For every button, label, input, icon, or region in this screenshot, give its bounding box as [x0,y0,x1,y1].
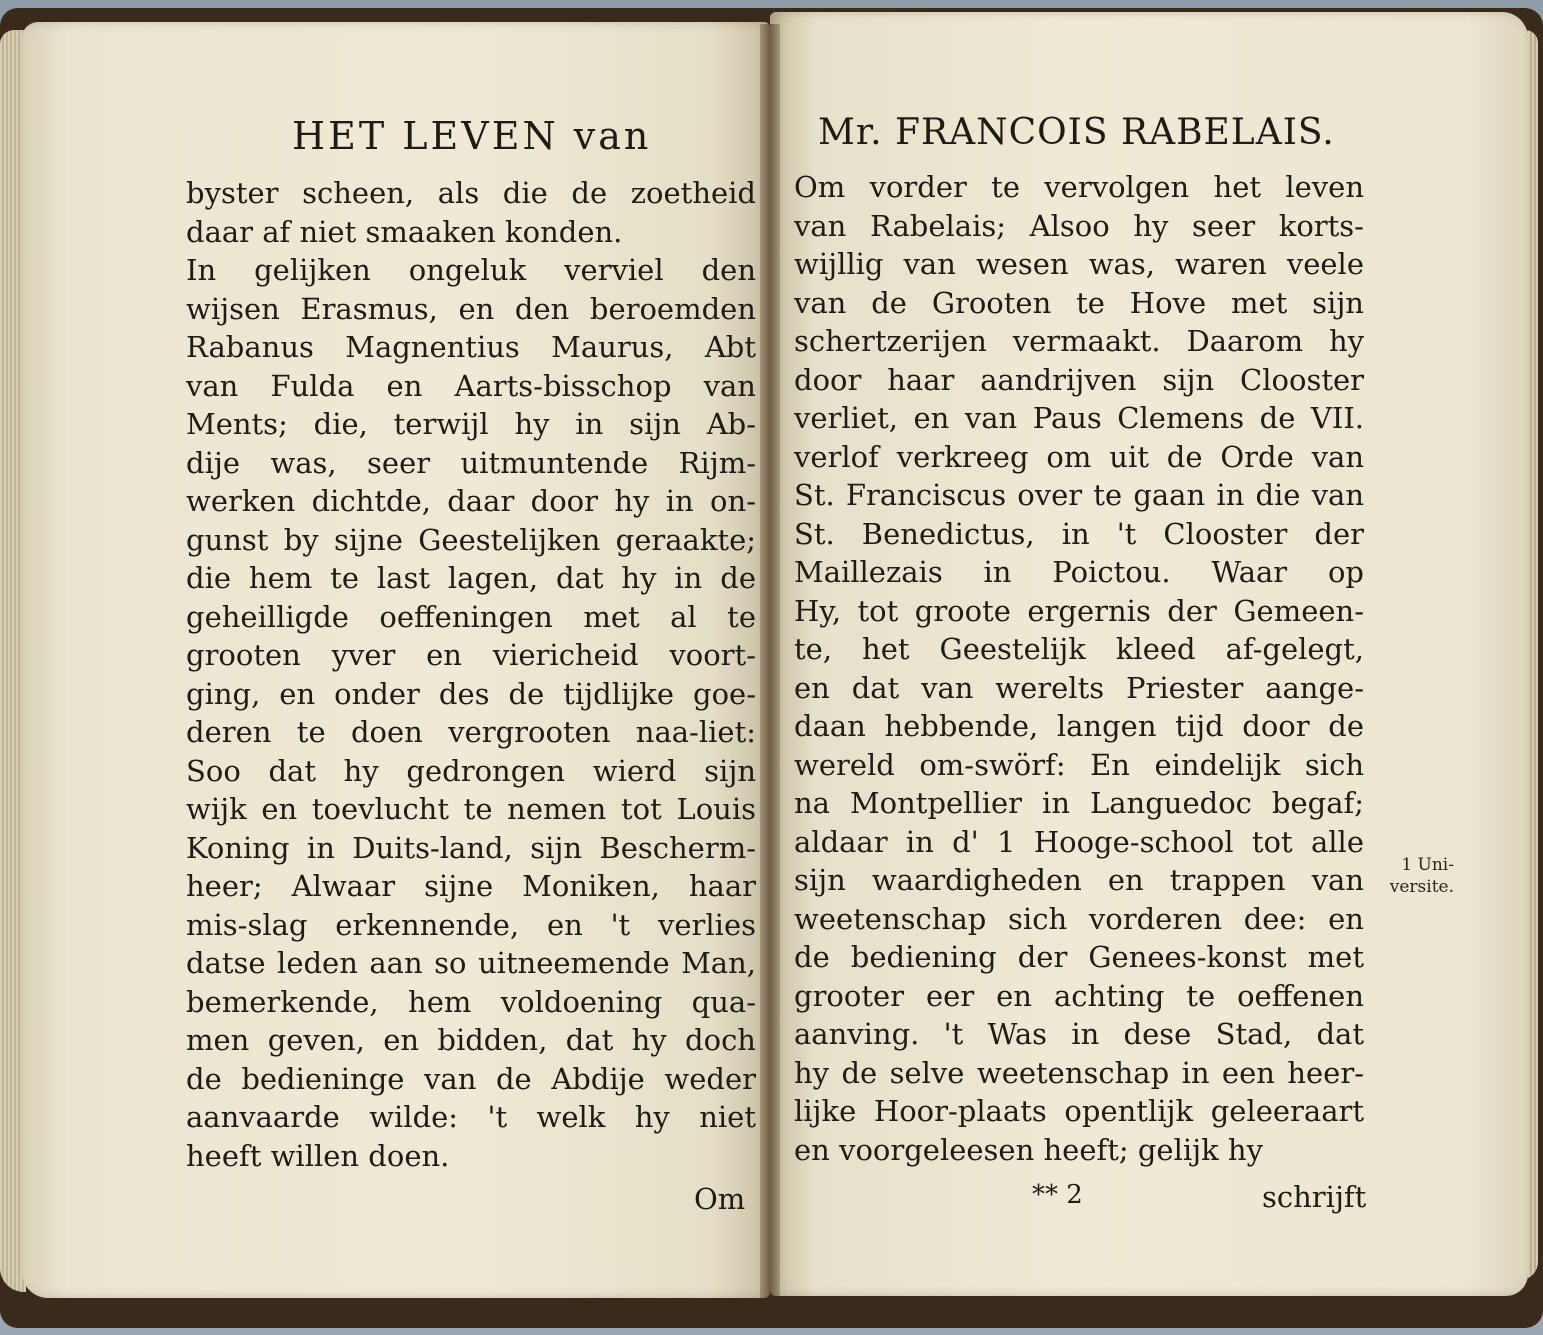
text-line: grooten yver en viericheid voort- [186,638,756,672]
text-line: die hem te last lagen, dat hy in de [186,561,756,595]
text-line: ging, en onder des de tijdlijke goe- [186,676,756,711]
text-line: bemerkende, hem voldoening qua- [186,984,756,1019]
margin-note-line: versite. [1389,877,1454,897]
text-line: Rabanus Magnentius Maurus, Abt [186,330,756,364]
text-line: aldaar in d' 1 Hooge-school tot alle [794,824,1364,859]
text-line: grooter eer en achting te oeffenen [794,978,1364,1013]
text-line: na Montpellier in Languedoc begaf; [794,786,1364,820]
text-line: verliet, en van Paus Clemens de VII. [794,401,1364,435]
text-line: sijn waardigheden en trappen van [794,863,1364,897]
text-line: wijllig van wesen was, waren veele [794,247,1364,281]
text-line: St. Franciscus over te gaan in die van [794,478,1364,512]
right-page [770,12,1528,1296]
text-line: St. Benedictus, in 't Clooster der [794,516,1364,551]
text-line: werken dichtde, daar door hy in on- [186,484,756,518]
text-line: hy de selve weetenschap in een heer- [794,1055,1364,1090]
left-page [22,22,770,1298]
text-line: heeft willen doen. [186,1138,450,1173]
book-gutter [760,24,780,1298]
text-line: Maillezais in Poictou. Waar op [794,555,1364,589]
text-line: schertzerijen vermaakt. Daarom hy [794,324,1364,358]
margin-note [1364,854,1454,898]
text-line: heer; Alwaar sijne Moniken, haar [186,869,756,903]
text-line: byster scheen, als die de zoetheid [186,176,756,210]
right-page-text [794,168,1364,1169]
text-line: te, het Geestelijk kleed af-gelegt, [794,632,1364,666]
text-line: daan hebbende, langen tijd door de [794,709,1364,743]
text-line: Om vorder te vervolgen het leven [794,170,1364,204]
text-line: men geven, en bidden, dat hy doch [186,1023,756,1057]
text-line: Ments; die, terwijl hy in sijn Ab- [186,407,756,441]
text-line: van Rabelais; Alsoo hy seer korts- [794,208,1364,243]
margin-note-line: 1 Uni- [1401,855,1454,875]
text-line: In gelijken ongeluk verviel den [186,253,756,287]
text-line: Koning in Duits-land, sijn Bescherm- [186,830,756,865]
text-line: van Fulda en Aarts-bisschop van [186,368,756,403]
left-page-text [186,174,756,1175]
left-running-head: HET LEVEN van [292,114,652,158]
text-line: verlof verkreeg om uit de Orde van [794,439,1364,474]
text-line: van de Grooten te Hove met sijn [794,285,1364,320]
text-line: weetenschap sich vorderen dee: en [794,901,1364,936]
text-line: mis-slag erkennende, en 't verlies [186,907,756,942]
text-line: deren te doen vergrooten naa-liet: [186,715,756,749]
left-catchword: Om [694,1182,746,1216]
text-line: door haar aandrijven sijn Clooster [794,362,1364,397]
right-catchword: schrijft [1262,1180,1367,1214]
text-line: geheilligde oeffeningen met al te [186,599,756,634]
right-running-head: Mr. FRANCOIS RABELAIS. [818,112,1335,153]
text-line: en voorgeleesen heeft; gelijk hy [794,1132,1263,1167]
text-line: aanving. 't Was in dese Stad, dat [794,1017,1364,1051]
text-line: en dat van werelts Priester aange- [794,670,1364,705]
text-line: daar af niet smaaken konden. [186,214,623,249]
signature-mark: ** 2 [1032,1180,1083,1210]
text-line: dije was, seer uitmuntende Rijm- [186,445,756,480]
text-line: wereld om-swörf: En eindelijk sich [794,747,1364,782]
text-line: wijk en toevlucht te nemen tot Louis [186,792,756,826]
text-line: de bediening der Genees-konst met [794,940,1364,974]
text-line: gunst by sijne Geestelijken geraakte; [186,522,756,557]
text-line: Hy, tot groote ergernis der Gemeen- [794,593,1364,628]
text-line: wijsen Erasmus, en den beroemden [186,291,756,326]
text-line: lijke Hoor-plaats opentlijk geleeraart [794,1094,1364,1128]
text-line: datse leden aan so uitneemende Man, [186,946,756,980]
text-line: Soo dat hy gedrongen wierd sijn [186,753,756,788]
text-line: aanvaarde wilde: 't welk hy niet [186,1100,756,1134]
text-line: de bedieninge van de Abdije weder [186,1061,756,1096]
